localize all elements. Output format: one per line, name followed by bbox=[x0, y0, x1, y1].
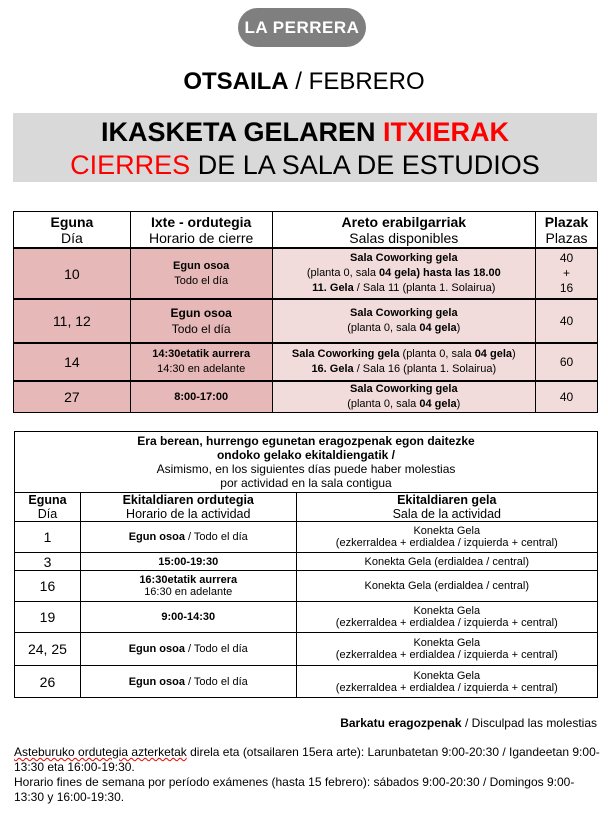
time-es: / Todo el día bbox=[184, 531, 248, 543]
table-row bbox=[14, 343, 598, 381]
rooms bbox=[272, 381, 535, 413]
seats: 40 bbox=[536, 299, 598, 343]
time bbox=[80, 666, 296, 698]
room-name: Konekta Gela bbox=[413, 525, 481, 537]
time-eu: Egun osoa bbox=[173, 259, 230, 272]
time-es: / Todo el día bbox=[184, 675, 248, 688]
title-eu-a: IKASKETA GELAREN bbox=[100, 117, 383, 147]
room-detail: (ezkerraldea + erdialdea / izquierda + central) bbox=[335, 681, 558, 694]
h-es: Día bbox=[37, 507, 58, 521]
time-es: 14:30 en adelante bbox=[157, 363, 246, 375]
intro-eu: Era berean, hurrengo egunetan eragozpenak egon daitezke bbox=[137, 434, 475, 448]
month-eu: OTSAILA bbox=[183, 68, 289, 95]
intro-es: Asimismo, en los siguientes días puede haber molestias bbox=[156, 462, 456, 476]
room bbox=[296, 633, 597, 666]
logo bbox=[238, 8, 366, 47]
events-header bbox=[15, 493, 598, 522]
month-es: FEBRERO bbox=[308, 68, 425, 95]
apology-eu: Barkatu eragozpenak bbox=[340, 716, 462, 730]
time bbox=[80, 571, 296, 602]
room: (planta 0, sala bbox=[347, 322, 420, 334]
day: 3 bbox=[15, 553, 81, 571]
seats bbox=[536, 248, 598, 299]
h-eu: Ekitaldiaren gela bbox=[397, 493, 497, 507]
time-eu: 9:00-14:30 bbox=[161, 611, 216, 623]
h-eu: Ixte - ordutegia bbox=[150, 213, 252, 230]
seats-value: 16 bbox=[559, 281, 574, 295]
title-eu bbox=[13, 115, 597, 149]
rooms bbox=[272, 343, 535, 381]
time-eu: Egun osoa bbox=[128, 643, 185, 655]
room: 04 gela bbox=[419, 398, 457, 410]
header-day bbox=[15, 493, 81, 522]
header-day bbox=[14, 212, 131, 249]
time-eu: 15:00-19:30 bbox=[158, 555, 219, 568]
h-es: Sala de la actividad bbox=[392, 507, 501, 521]
room: 11. Gela bbox=[312, 282, 354, 294]
room: (planta 0, sala bbox=[347, 398, 420, 410]
time bbox=[80, 522, 296, 553]
apology bbox=[340, 716, 597, 730]
room bbox=[296, 571, 597, 602]
time bbox=[80, 633, 296, 666]
room-detail: (ezkerraldea + erdialdea / izquierda + central) bbox=[335, 537, 558, 549]
day: 10 bbox=[14, 248, 131, 299]
room: Sala Coworking gela bbox=[349, 383, 458, 395]
day: 1 bbox=[15, 522, 81, 553]
title-es-a: CIERRES bbox=[70, 150, 191, 180]
header-time bbox=[80, 493, 296, 522]
day: 14 bbox=[14, 343, 131, 381]
room bbox=[296, 602, 597, 633]
time-es: Todo el día bbox=[174, 274, 229, 287]
room bbox=[296, 666, 597, 698]
time-eu: Egun osoa bbox=[128, 531, 185, 543]
room: / Sala 16 (planta 1. Solairua) bbox=[353, 363, 497, 375]
table-row bbox=[15, 666, 598, 698]
room: / Sala 11 (planta 1. Solairua) bbox=[353, 282, 496, 294]
h-es: Plazas bbox=[545, 229, 588, 246]
room: 04 gela bbox=[474, 348, 512, 360]
table-row bbox=[15, 571, 598, 602]
logo-text: LA PERRERA bbox=[244, 17, 360, 37]
table-row bbox=[14, 299, 598, 343]
day: 24, 25 bbox=[15, 633, 81, 666]
rooms bbox=[272, 299, 535, 343]
closures-header bbox=[14, 212, 598, 249]
room: ) bbox=[456, 398, 461, 410]
day: 26 bbox=[15, 666, 81, 698]
time bbox=[80, 602, 296, 633]
room: ) bbox=[512, 348, 516, 360]
h-eu: Areto erabilgarriak bbox=[341, 213, 467, 230]
room: (planta 0, sala bbox=[399, 348, 475, 360]
h-eu: Plazak bbox=[544, 213, 589, 230]
room: ) hasta las 18.00 bbox=[416, 267, 501, 279]
room-name: Konekta Gela bbox=[413, 669, 481, 682]
apology-es: / Disculpad las molestias bbox=[461, 716, 597, 730]
time-es: 16:30 en adelante bbox=[144, 586, 233, 598]
time-eu: Egun osoa bbox=[128, 675, 185, 688]
intro-cell bbox=[15, 432, 598, 493]
weekend-hours-note bbox=[14, 745, 602, 805]
table-row bbox=[15, 633, 598, 666]
room: 16. Gela bbox=[311, 363, 354, 375]
time bbox=[130, 299, 272, 343]
table-row bbox=[15, 553, 598, 571]
seats: 40 bbox=[536, 381, 598, 413]
events-table bbox=[14, 431, 598, 698]
day: 11, 12 bbox=[14, 299, 131, 343]
day: 16 bbox=[15, 571, 81, 602]
intro-eu: ondoko gelako ekitaldiengatik / bbox=[216, 448, 396, 462]
h-es: Horario de cierre bbox=[149, 229, 254, 246]
header-rooms bbox=[272, 212, 535, 249]
note-es: Horario fines de semana por período exámenes (hasta 15 febrero): sábados 9:00-20:30 / Domingos 9:00-13:30 y 16:00-19:30. bbox=[14, 775, 575, 804]
time-eu: 16:30etatik aurrera bbox=[139, 574, 238, 586]
day: 27 bbox=[14, 381, 131, 413]
time-es: Todo el día bbox=[171, 322, 231, 336]
title-es-b: DE LA SALA DE ESTUDIOS bbox=[190, 150, 540, 180]
table-row bbox=[15, 522, 598, 553]
month-title bbox=[0, 68, 608, 96]
h-eu: Ekitaldiaren ordutegia bbox=[122, 493, 254, 507]
room: Sala Coworking gela bbox=[349, 252, 458, 264]
time bbox=[80, 553, 296, 571]
room-name: Konekta Gela bbox=[413, 605, 481, 617]
header-time bbox=[130, 212, 272, 249]
room-detail: (ezkerraldea + erdialdea / izquierda + central) bbox=[335, 649, 558, 661]
room-name: Konekta Gela bbox=[413, 637, 481, 649]
room: ) bbox=[456, 322, 461, 334]
room: Sala Coworking gela bbox=[291, 348, 400, 360]
header-room bbox=[296, 493, 597, 522]
header-seats bbox=[536, 212, 598, 249]
intro-es: por actividad en la sala contigua bbox=[220, 476, 392, 490]
room-name: Konekta Gela (erdialdea / central) bbox=[364, 580, 530, 592]
seats: 60 bbox=[536, 343, 598, 381]
table-row bbox=[14, 381, 598, 413]
seats-plus: + bbox=[563, 266, 571, 280]
room: (planta 0, sala bbox=[306, 267, 379, 279]
room: 04 gela bbox=[379, 267, 417, 279]
room-detail: (ezkerraldea + erdialdea / izquierda + central) bbox=[335, 617, 558, 629]
seats-value: 40 bbox=[559, 251, 574, 265]
time bbox=[130, 248, 272, 299]
time-eu: Egun osoa bbox=[170, 306, 232, 320]
closures-table bbox=[13, 211, 598, 413]
room-name: Konekta Gela (erdialdea / central) bbox=[364, 555, 530, 568]
rooms bbox=[272, 248, 535, 299]
h-eu: Eguna bbox=[28, 493, 67, 507]
time-es: / Todo el día bbox=[184, 643, 248, 655]
title-banner bbox=[13, 113, 597, 182]
separator: / bbox=[288, 68, 309, 95]
time-eu: 14:30etatik aurrera bbox=[152, 348, 251, 360]
h-es: Salas disponibles bbox=[349, 229, 459, 246]
title-es bbox=[13, 149, 597, 181]
h-es: Día bbox=[60, 229, 83, 246]
note-eu-b: direla eta (otsailaren 15era arte): Larunbatetan 9:00-20:30 / Igandeetan 9:00-13:30 eta 16:00-19:30. bbox=[14, 745, 600, 774]
note-eu-a: Asteburuko ordutegia azterketak bbox=[14, 745, 187, 759]
h-eu: Eguna bbox=[50, 213, 94, 230]
room bbox=[296, 522, 597, 553]
title-eu-b: ITXIERAK bbox=[383, 117, 510, 147]
time bbox=[130, 381, 272, 413]
h-es: Horario de la actividad bbox=[126, 507, 251, 521]
events-intro bbox=[15, 432, 598, 493]
room: Sala Coworking gela bbox=[349, 307, 458, 319]
room: 04 gela bbox=[419, 322, 457, 334]
time bbox=[130, 343, 272, 381]
table-row bbox=[15, 602, 598, 633]
time-eu: 8:00-17:00 bbox=[174, 390, 229, 403]
day: 19 bbox=[15, 602, 81, 633]
room bbox=[296, 553, 597, 571]
table-row bbox=[14, 248, 598, 299]
